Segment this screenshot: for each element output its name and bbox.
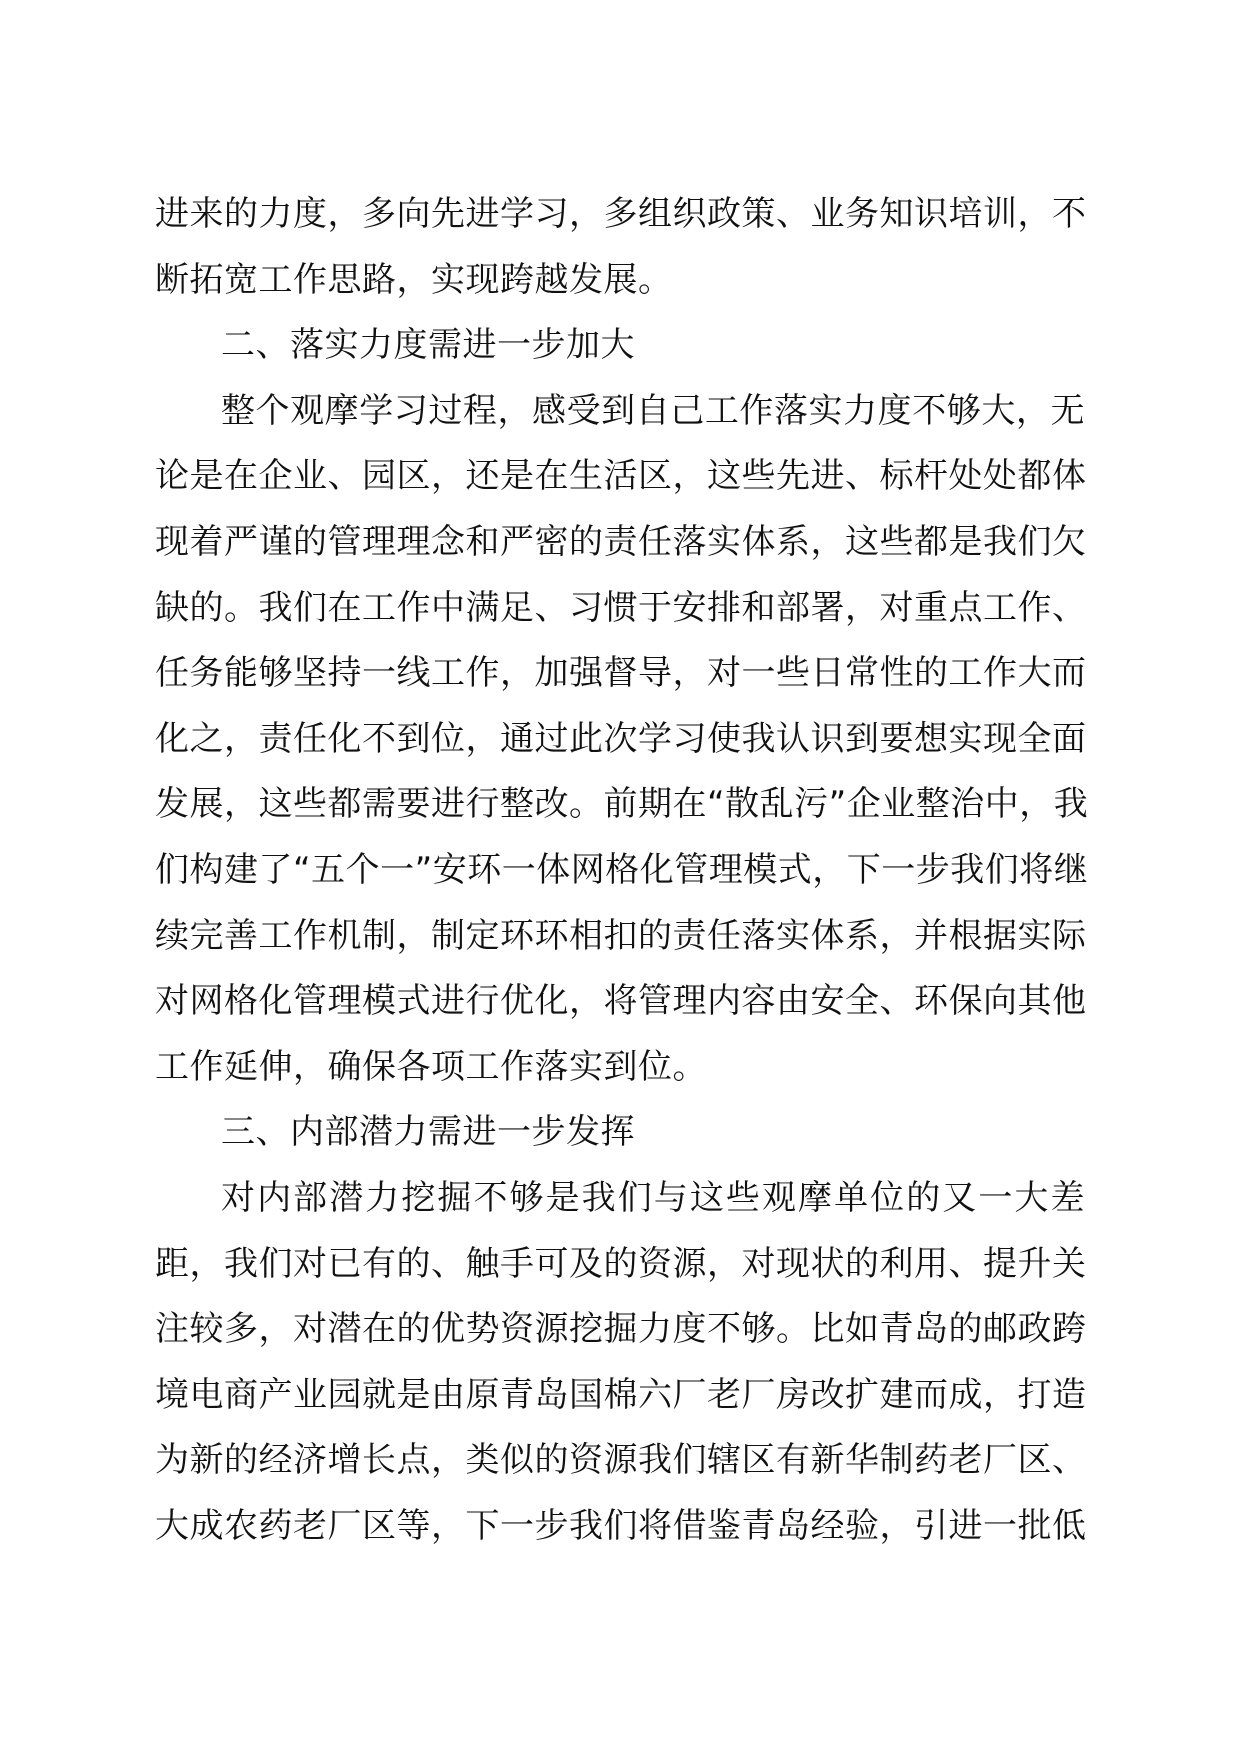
paragraph-line: 缺的。我们在工作中满足、习惯于安排和部署，对重点工作、 bbox=[155, 587, 1087, 628]
paragraph-line: 现着严谨的管理理念和严密的责任落实体系，这些都是我们欠 bbox=[155, 521, 1087, 562]
section-heading: 二、落实力度需进一步加大 bbox=[221, 325, 635, 366]
paragraph-line: 为新的经济增长点，类似的资源我们辖区有新华制药老厂区、 bbox=[155, 1440, 1087, 1481]
paragraph-line: 大成农药老厂区等，下一步我们将借鉴青岛经验，引进一批低 bbox=[155, 1505, 1087, 1546]
paragraph-line: 论是在企业、园区，还是在生活区，这些先进、标杆处处都体 bbox=[155, 456, 1087, 497]
paragraph-line: 对内部潜力挖掘不够是我们与这些观摩单位的又一大差 bbox=[221, 1177, 1085, 1218]
paragraph-line: 境电商产业园就是由原青岛国棉六厂老厂房改扩建而成，打造 bbox=[155, 1374, 1087, 1415]
paragraph-line: 距，我们对已有的、触手可及的资源，对现状的利用、提升关 bbox=[155, 1243, 1087, 1284]
paragraph-line: 化之，责任化不到位，通过此次学习使我认识到要想实现全面 bbox=[155, 718, 1087, 759]
paragraph-line: 们构建了“五个一”安环一体网格化管理模式，下一步我们将继 bbox=[155, 849, 1089, 890]
paragraph-line: 任务能够坚持一线工作，加强督导，对一些日常性的工作大而 bbox=[155, 653, 1087, 694]
paragraph-line: 续完善工作机制，制定环环相扣的责任落实体系，并根据实际 bbox=[155, 915, 1087, 956]
paragraph-line: 发展，这些都需要进行整改。前期在“散乱污”企业整治中，我 bbox=[155, 784, 1089, 825]
paragraph-line: 对网格化管理模式进行优化，将管理内容由安全、环保向其他 bbox=[155, 981, 1087, 1022]
section-heading: 三、内部潜力需进一步发挥 bbox=[221, 1112, 635, 1153]
paragraph-line: 断拓宽工作思路，实现跨越发展。 bbox=[155, 259, 673, 300]
paragraph-line: 进来的力度，多向先进学习，多组织政策、业务知识培训，不 bbox=[155, 194, 1087, 234]
paragraph-line: 整个观摩学习过程，感受到自己工作落实力度不够大，无 bbox=[221, 390, 1085, 431]
paragraph-line: 注较多，对潜在的优势资源挖掘力度不够。比如青岛的邮政跨 bbox=[155, 1309, 1087, 1350]
paragraph-line: 工作延伸，确保各项工作落实到位。 bbox=[155, 1046, 707, 1087]
document-body bbox=[155, 182, 1089, 1559]
